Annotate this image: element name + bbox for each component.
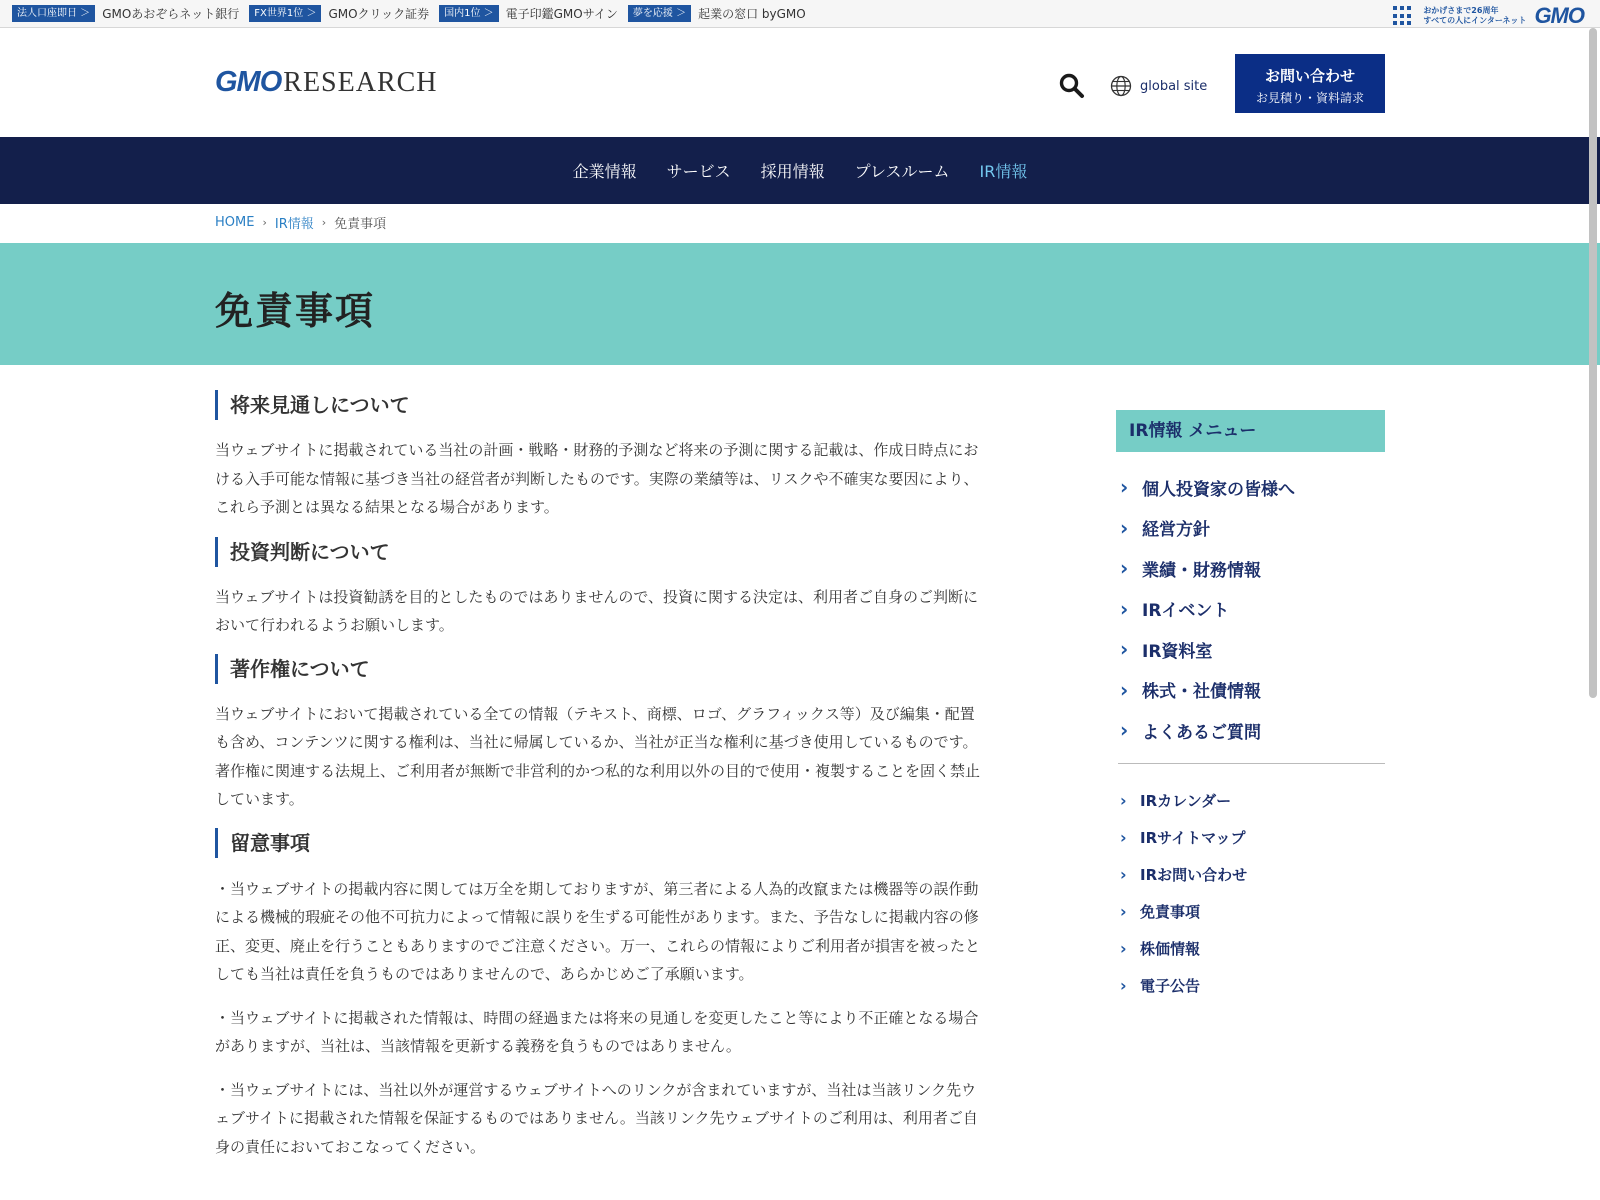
gmo-logo[interactable]: GMO [1534,3,1584,28]
anniversary-text [1423,6,1526,26]
chevron-right-icon: › [321,216,327,229]
section-paragraph: 当ウェブサイトにおいて掲載されている全ての情報（テキスト、商標、ロゴ、グラフィックス等）及び編集・配置も含め、コンテンツに関する権利は、当社に帰属しているか、当社が正当な権利に基づき使用しているものです。著作権に関連する法規上、ご利用者が無断で非営利的かつ私的な利用以外の目的で使用・複製することを固く禁止しています。 [215,704,981,808]
section-paragraph: ・当ウェブサイトの掲載内容に関しては万全を期しておりますが、第三者による人為的改竄または機器等の誤作動による機械的瑕疵その他不可抗力によって情報に誤りを生ずる可能性があります。また、予告なしに掲載内容の修正、変更、廃止を行うこともありますのでご注意ください。万一、これらの情報によりご利用者が損害を被ったとしても当社は責任を負うものではありませんので、あらかじめご了承願います。 [215,879,981,983]
group-link-tag: FX世界1位 ＞ [249,5,321,22]
sidebar-item-e-notice[interactable] [1116,967,1385,1004]
chevron-right-icon: › [1120,938,1127,958]
sidebar-item-ir-contact[interactable] [1116,856,1385,893]
breadcrumb-ir[interactable]: IR情報 [274,217,314,232]
group-link-click[interactable] [249,5,429,22]
sidebar-item-label: IRイベント [1142,601,1230,622]
globe-icon [1110,75,1132,97]
sidebar-item-label: IRお問い合わせ [1140,865,1248,884]
chevron-right-icon: › [1120,975,1127,995]
nav-item-press[interactable]: プレスルーム [854,162,950,181]
nav-item-company[interactable]: 企業情報 [572,162,637,181]
sidebar-item-financial-info[interactable] [1116,548,1385,589]
gmo-brand[interactable] [1393,3,1584,29]
chevron-right-icon: › [1120,864,1127,884]
group-link-tag: 夢を応援 ＞ [628,5,691,22]
chevron-right-icon: › [1120,637,1129,662]
sidebar-item-ir-calendar[interactable] [1116,782,1385,819]
page-title: 免責事項 [215,289,376,333]
sidebar-main-list [1116,467,1385,751]
section-paragraph: ・当ウェブサイトに掲載された情報は、時間の経過または将来の見通しを変更したこと等により不正確となる場合がありますが、当社は、当該情報を更新する義務を負うものではありません。 [215,1008,979,1055]
page-hero [0,243,1600,365]
nav-item-services[interactable]: サービス [666,162,731,181]
chevron-right-icon: › [1120,596,1129,621]
section-paragraph: 当ウェブサイトは投資勧誘を目的としたものではありませんので、投資に関する決定は、利用者ご自身のご判断において行われるようお願いします。 [215,587,979,634]
group-link-name: 電子印鑑GMOサイン [505,7,618,21]
chevron-right-icon: › [1120,677,1129,702]
main-content [215,390,983,1161]
section-heading: 著作権について [215,654,983,684]
anniversary-line1: おかげさまで26周年 [1423,6,1499,15]
group-link-name: GMOあおぞらネット銀行 [102,7,240,21]
group-link-kigyo[interactable] [628,5,806,22]
sidebar-title: IR情報 メニュー [1116,410,1385,452]
gmo-research-logo[interactable] [215,66,438,99]
sidebar-item-label: IRカレンダー [1140,791,1232,810]
group-link-name: GMOクリック証券 [328,7,430,21]
chevron-right-icon: › [262,216,267,229]
sidebar-item-label: 業績・財務情報 [1142,560,1261,581]
sidebar-item-label: 免責事項 [1140,902,1201,921]
chevron-right-icon: › [1120,718,1129,743]
group-link-tag: 国内1位 ＞ [439,5,499,22]
sidebar-item-faq[interactable] [1116,710,1385,751]
sidebar-item-label: IR資料室 [1142,641,1213,662]
logo-gmo: GMO [215,66,282,98]
global-site-label: global site [1140,78,1208,94]
logo-research: RESEARCH [283,67,438,98]
sidebar-item-stock-bond-info[interactable] [1116,670,1385,711]
section-heading: 将来見通しについて [215,390,983,420]
sidebar-item-management-policy[interactable] [1116,508,1385,549]
ir-sidebar [1116,410,1385,1004]
sidebar-item-ir-sitemap[interactable] [1116,819,1385,856]
anniversary-line2: すべての人にインターネット [1423,16,1527,25]
sidebar-item-stock-price[interactable] [1116,930,1385,967]
grid-menu-icon[interactable] [1393,6,1413,26]
contact-button[interactable] [1235,54,1385,113]
group-link-aozora[interactable] [12,5,239,22]
chevron-right-icon: › [1120,475,1129,500]
group-link-sign[interactable] [439,5,618,22]
global-nav [0,137,1600,204]
section-heading: 投資判断について [215,537,983,567]
group-link-tag: 法人口座即日 ＞ [12,5,95,22]
sidebar-item-label: 株価情報 [1140,939,1201,958]
sidebar-item-individual-investors[interactable] [1116,467,1385,508]
site-header [0,28,1600,137]
chevron-right-icon: › [1120,827,1127,847]
sidebar-item-label: 個人投資家の皆様へ [1142,479,1295,500]
chevron-right-icon: › [1120,515,1129,540]
sidebar-item-label: 株式・社債情報 [1142,682,1261,703]
chevron-right-icon: › [1120,790,1127,810]
search-icon[interactable] [1058,72,1086,100]
group-link-name: 起業の窓口 byGMO [698,7,806,21]
section-paragraph: ・当ウェブサイトには、当社以外が運営するウェブサイトへのリンクが含まれていますが、当社は当該リンク先ウェブサイトに掲載された情報を保証するものではありません。当該リンク先ウェブサイトのご利用は、利用者ご自身の責任においておこなってください。 [215,1080,978,1156]
nav-item-ir[interactable]: IR情報 [979,162,1028,181]
sidebar-divider [1118,763,1385,764]
sidebar-item-label: 電子公告 [1140,976,1201,995]
contact-button-sublabel: お見積り・資料請求 [1255,91,1364,105]
nav-item-recruit[interactable]: 採用情報 [760,162,825,181]
sidebar-sub-list [1116,782,1385,1004]
section-heading: 留意事項 [215,828,983,858]
contact-button-label: お問い合わせ [1264,67,1355,85]
page-scrollbar[interactable] [1589,28,1597,698]
breadcrumb-current: 免責事項 [334,217,387,232]
breadcrumb [215,213,386,232]
breadcrumb-home[interactable]: HOME [215,215,255,230]
sidebar-item-label: IRサイトマップ [1140,828,1246,847]
gmo-group-bar [0,0,1600,28]
section-paragraph: 当ウェブサイトに掲載されている当社の計画・戦略・財務的予測など将来の予測に関する記載は、作成日時点における入手可能な情報に基づき当社の経営者が判断したものです。実際の業績等は、リスクや不確実な要因により、これら予測とは異なる結果となる場合があります。 [215,441,979,516]
sidebar-item-label: よくあるご質問 [1142,722,1261,743]
sidebar-item-ir-library[interactable] [1116,629,1385,670]
global-site-link[interactable] [1110,75,1207,97]
group-links [12,5,816,22]
sidebar-item-label: 経営方針 [1142,520,1210,541]
sidebar-item-disclaimer[interactable] [1116,893,1385,930]
chevron-right-icon: › [1120,901,1127,921]
sidebar-item-ir-events[interactable] [1116,589,1385,630]
chevron-right-icon: › [1120,556,1129,581]
